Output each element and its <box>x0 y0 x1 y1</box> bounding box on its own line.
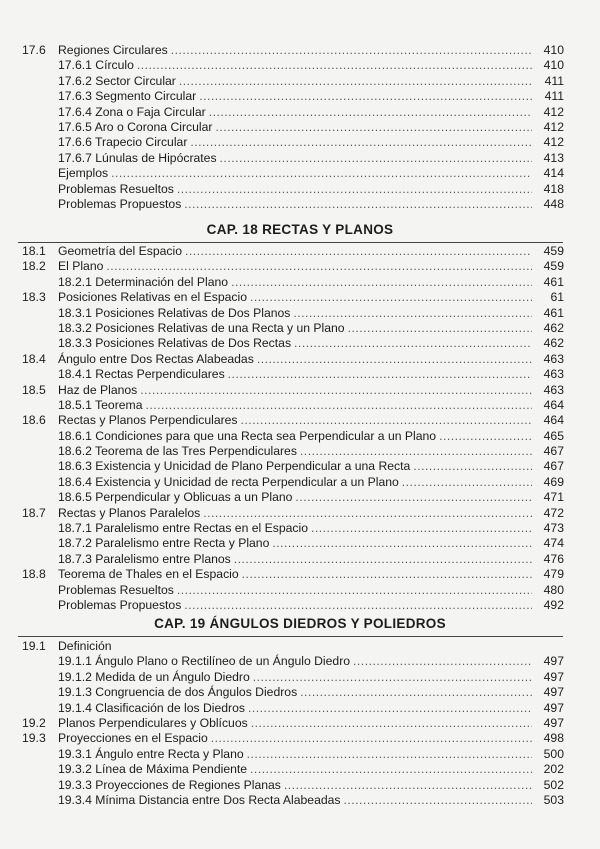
section-number: 17.6 <box>22 43 46 57</box>
entry-title: 19.3.4 Mínima Distancia entre Dos Recta Alabeadas <box>58 792 341 807</box>
page-number: 497 <box>543 700 564 715</box>
entry-title: 19.1.1 Ángulo Plano o Rectilíneo de un Ángulo Diedro <box>58 654 351 669</box>
entry-title: 19.3.1 Ángulo entre Recta y Plano <box>58 746 244 761</box>
entry-line <box>58 398 535 413</box>
toc-entry <box>0 135 600 150</box>
page-number: 202 <box>543 762 564 777</box>
toc-entry <box>0 536 600 551</box>
dot-leader <box>177 182 532 197</box>
section-number: 18.4 <box>22 351 46 366</box>
entry-line <box>58 475 535 490</box>
dot-leader <box>241 413 532 428</box>
entry-title: 17.6.1 Círculo <box>58 58 134 73</box>
dot-leader <box>248 701 532 716</box>
entry-title: 17.6.2 Sector Circular <box>58 73 176 88</box>
toc-entry <box>0 762 600 777</box>
entry-title: Regiones Circulares <box>58 43 168 57</box>
toc-entry <box>0 120 600 135</box>
dot-leader <box>348 321 532 336</box>
page-number: 497 <box>543 685 564 700</box>
entry-line <box>58 521 535 536</box>
toc-entry <box>0 244 600 259</box>
entry-title: 18.5.1 Teorema <box>58 397 143 412</box>
dot-leader <box>185 244 532 259</box>
page-number: 461 <box>543 305 564 320</box>
dot-leader <box>209 105 532 120</box>
chapter-19-heading: CAP. 19 ÁNGULOS DIEDROS Y POLIEDROS <box>154 616 446 631</box>
entry-line <box>58 352 535 367</box>
section-number: 18.8 <box>22 567 46 582</box>
page-number: 461 <box>543 274 564 289</box>
page-number: 480 <box>543 582 564 597</box>
entry-line <box>58 43 535 58</box>
entry-title: Haz de Planos <box>58 382 138 397</box>
page-number: 497 <box>543 669 564 684</box>
toc-entry <box>0 598 600 613</box>
entry-title: 18.2.1 Determinación del Plano <box>58 274 229 289</box>
page-number: 465 <box>543 428 564 443</box>
toc-entry <box>0 475 600 490</box>
entry-line <box>58 259 535 274</box>
entry-line <box>58 490 535 505</box>
page-number: 412 <box>543 119 564 134</box>
entry-title: Ejemplos <box>58 166 109 181</box>
toc-entry <box>0 552 600 567</box>
dot-leader <box>203 506 532 521</box>
entry-line <box>58 306 535 321</box>
entry-line <box>58 151 535 166</box>
entry-line <box>58 762 535 777</box>
entry-line <box>58 567 535 582</box>
section-number: 18.7 <box>22 505 46 520</box>
page-number: 411 <box>544 89 564 104</box>
page-number: 410 <box>543 58 564 73</box>
entry-line <box>58 367 535 382</box>
toc-entry <box>0 89 600 104</box>
page-number: 471 <box>543 490 564 505</box>
entry-line <box>58 413 535 428</box>
toc-entry <box>0 506 600 521</box>
entry-title: Geometría del Espacio <box>58 244 182 258</box>
dot-leader <box>211 731 532 746</box>
section-number: 19.2 <box>22 715 46 730</box>
toc-entry <box>0 166 600 181</box>
entry-title: Ángulo entre Dos Rectas Alabeadas <box>58 351 254 366</box>
entry-line <box>58 536 535 551</box>
entry-title: 18.6.4 Existencia y Unicidad de recta Perpendicular a un Plano <box>58 474 399 489</box>
entry-line <box>58 552 535 567</box>
chapter-19-rule <box>18 636 563 637</box>
dot-leader <box>253 670 532 685</box>
entry-line <box>58 793 535 808</box>
page-number: 411 <box>544 73 564 88</box>
entry-line <box>58 105 535 120</box>
entry-title: 18.4.1 Rectas Perpendiculares <box>58 367 225 382</box>
dot-leader <box>190 135 532 150</box>
entry-title: Teorema de Thales en el Espacio <box>58 567 239 582</box>
entry-title: 19.3.3 Proyecciones de Regiones Planas <box>58 777 281 792</box>
toc-entry <box>0 321 600 336</box>
section-number: 18.3 <box>22 290 46 305</box>
page-number: 500 <box>543 746 564 761</box>
toc-entry <box>0 197 600 212</box>
entry-line <box>58 74 535 89</box>
entry-title: 19.1.2 Medida de un Ángulo Diedro <box>58 669 250 684</box>
page-number: 414 <box>543 166 564 181</box>
page-number: 479 <box>543 567 564 582</box>
toc-entry <box>0 413 600 428</box>
entry-line <box>58 685 535 700</box>
dot-leader <box>231 275 532 290</box>
toc-entry <box>0 367 600 382</box>
toc-entry <box>0 521 600 536</box>
entry-line <box>58 778 535 793</box>
toc-entry <box>0 731 600 746</box>
dot-leader <box>413 459 532 474</box>
toc-entry <box>0 352 600 367</box>
entry-title: 19.1.4 Clasificación de los Diedros <box>58 700 245 715</box>
entry-title: Rectas y Planos Perpendiculares <box>58 413 238 428</box>
entry-title: El Plano <box>58 259 104 274</box>
dot-leader <box>251 716 532 731</box>
toc-entry <box>0 398 600 413</box>
toc-chapter-19 <box>0 639 600 808</box>
toc-entry <box>0 336 600 351</box>
page-number: 474 <box>543 536 564 551</box>
dot-leader <box>247 747 532 762</box>
entry-line <box>58 275 535 290</box>
dot-leader <box>353 654 532 669</box>
page-number: 497 <box>543 654 564 669</box>
toc-entry <box>0 182 600 197</box>
toc-entry <box>0 444 600 459</box>
entry-line <box>58 429 535 444</box>
page-number: 459 <box>543 259 564 274</box>
entry-line <box>58 244 535 259</box>
dot-leader <box>294 336 532 351</box>
entry-line <box>58 336 535 351</box>
entry-title: 18.6.5 Perpendicular y Oblicuas a un Plano <box>58 490 293 505</box>
toc-entry <box>0 701 600 716</box>
entry-title: 18.6.1 Condiciones para que una Recta sea Perpendicular a un Plano <box>58 428 437 443</box>
entry-line <box>58 639 535 654</box>
entry-line <box>58 182 535 197</box>
page-number: 463 <box>543 351 564 366</box>
page-number: 469 <box>543 474 564 489</box>
dot-leader <box>311 521 532 536</box>
toc-entry <box>0 567 600 582</box>
entry-line <box>58 654 535 669</box>
dot-leader <box>215 120 532 135</box>
page-number: 498 <box>543 731 564 746</box>
chapter-18-rule <box>18 242 563 243</box>
toc-entry <box>0 778 600 793</box>
dot-leader <box>250 290 532 305</box>
dot-leader <box>439 429 532 444</box>
entry-line <box>58 747 535 762</box>
page-number: 412 <box>543 135 564 150</box>
entry-line <box>58 383 535 398</box>
toc-entry <box>0 58 600 73</box>
dot-leader <box>199 89 532 104</box>
entry-title: Problemas Resueltos <box>58 181 174 196</box>
toc-entry <box>0 429 600 444</box>
toc-entry <box>0 793 600 808</box>
toc-entry <box>0 290 600 305</box>
page-number: 473 <box>543 521 564 536</box>
dot-leader <box>284 778 532 793</box>
dot-leader <box>179 74 532 89</box>
dot-leader <box>300 444 532 459</box>
toc-entry <box>0 639 600 654</box>
entry-title: 17.6.7 Lúnulas de Hipócrates <box>58 150 217 165</box>
dot-leader <box>106 259 532 274</box>
entry-title: 18.3.2 Posiciones Relativas de una Recta y un Plano <box>58 320 345 335</box>
entry-line <box>58 290 535 305</box>
toc-entry <box>0 259 600 274</box>
entry-line <box>58 120 535 135</box>
page-number: 412 <box>543 104 564 119</box>
entry-line <box>58 506 535 521</box>
entry-title: Problemas Propuestos <box>58 196 182 211</box>
dot-leader <box>300 685 532 700</box>
dot-leader <box>171 43 532 58</box>
entry-line <box>58 166 535 181</box>
toc-entry <box>0 105 600 120</box>
entry-title: 17.6.3 Segmento Circular <box>58 89 197 104</box>
entry-line <box>58 670 535 685</box>
page-number: 463 <box>543 367 564 382</box>
entry-line <box>58 444 535 459</box>
page-number: 413 <box>543 150 564 165</box>
page-number: 497 <box>543 715 564 730</box>
page-number: 464 <box>543 397 564 412</box>
page-number: 410 <box>543 43 564 57</box>
dot-leader <box>111 166 532 181</box>
entry-title: Planos Perpendiculares y Oblícuos <box>58 715 248 730</box>
dot-leader <box>228 367 532 382</box>
toc-chapter-18 <box>0 244 600 613</box>
entry-title: Rectas y Planos Paralelos <box>58 505 201 520</box>
page-number: 503 <box>543 792 564 807</box>
page-number: 467 <box>543 444 564 459</box>
section-number: 19.3 <box>22 731 46 746</box>
toc-entry <box>0 654 600 669</box>
entry-title: 18.6.3 Existencia y Unicidad de Plano Perpendicular a una Recta <box>58 459 411 474</box>
toc-entry <box>0 670 600 685</box>
dot-leader <box>137 58 532 73</box>
toc-entry <box>0 383 600 398</box>
page-number: 472 <box>543 505 564 520</box>
entry-title: Problemas Propuestos <box>58 597 182 612</box>
page-number: 492 <box>543 597 564 612</box>
entry-title: 17.6.5 Aro o Corona Circular <box>58 119 213 134</box>
entry-title: 19.1.3 Congruencia de dos Ángulos Diedros <box>58 685 298 700</box>
section-number: 18.5 <box>22 382 46 397</box>
entry-line <box>58 135 535 150</box>
section-number: 18.1 <box>22 244 46 258</box>
toc-entry <box>0 306 600 321</box>
toc-entry <box>0 459 600 474</box>
page-number: 476 <box>543 551 564 566</box>
page-number: 418 <box>543 181 564 196</box>
entry-title: 19.3.2 Línea de Máxima Pendiente <box>58 762 248 777</box>
dot-leader <box>140 383 532 398</box>
toc-entry <box>0 583 600 598</box>
dot-leader <box>234 552 532 567</box>
section-number: 18.2 <box>22 259 46 274</box>
dot-leader <box>250 762 532 777</box>
dot-leader <box>295 490 532 505</box>
page-number: 462 <box>543 320 564 335</box>
toc-entry <box>0 747 600 762</box>
entry-title: 17.6.6 Trapecio Circular <box>58 135 188 150</box>
entry-line <box>58 701 535 716</box>
page-number: 464 <box>543 413 564 428</box>
page-number: 459 <box>543 244 564 258</box>
dot-leader <box>220 151 532 166</box>
entry-title: 18.7.1 Paralelismo entre Rectas en el Espacio <box>58 521 308 536</box>
section-number: 18.6 <box>22 413 46 428</box>
page-number: 61 <box>550 290 564 305</box>
dot-leader <box>184 598 532 613</box>
entry-title: Proyecciones en el Espacio <box>58 731 208 746</box>
entry-line <box>58 731 535 746</box>
page-number: 448 <box>543 196 564 211</box>
entry-title: Definición <box>58 639 112 653</box>
page-number: 467 <box>543 459 564 474</box>
entry-title: Problemas Resueltos <box>58 582 174 597</box>
page-number: 462 <box>543 336 564 351</box>
dot-leader <box>257 352 532 367</box>
entry-title: 18.7.2 Paralelismo entre Recta y Plano <box>58 536 270 551</box>
dot-leader <box>402 475 532 490</box>
entry-line <box>58 716 535 731</box>
entry-title: 18.3.1 Posiciones Relativas de Dos Planos <box>58 305 291 320</box>
page-number: 463 <box>543 382 564 397</box>
entry-line <box>58 459 535 474</box>
chapter-18-heading: CAP. 18 RECTAS Y PLANOS <box>206 222 394 237</box>
entry-line <box>58 58 535 73</box>
toc-entry <box>0 685 600 700</box>
entry-line <box>58 89 535 104</box>
dot-leader <box>184 197 532 212</box>
dot-leader <box>344 793 533 808</box>
toc-entry <box>0 716 600 731</box>
page-number: 502 <box>543 777 564 792</box>
toc-section-17 <box>0 43 600 212</box>
toc-entry <box>0 275 600 290</box>
dot-leader <box>242 567 532 582</box>
toc-entry <box>0 151 600 166</box>
dot-leader <box>177 583 532 598</box>
toc-entry <box>0 43 600 58</box>
section-number: 19.1 <box>22 639 46 653</box>
toc-entry <box>0 74 600 89</box>
entry-title: Posiciones Relativas en el Espacio <box>58 290 248 305</box>
toc-entry <box>0 490 600 505</box>
dot-leader <box>272 536 532 551</box>
entry-title: 18.3.3 Posiciones Relativas de Dos Rectas <box>58 336 292 351</box>
entry-line <box>58 583 535 598</box>
entry-line <box>58 321 535 336</box>
dot-leader <box>145 398 532 413</box>
entry-line <box>58 598 535 613</box>
dot-leader <box>293 306 532 321</box>
entry-title: 18.6.2 Teorema de las Tres Perpendiculares <box>58 444 297 459</box>
entry-title: 18.7.3 Paralelismo entre Planos <box>58 551 231 566</box>
entry-line <box>58 197 535 212</box>
entry-title: 17.6.4 Zona o Faja Circular <box>58 104 206 119</box>
